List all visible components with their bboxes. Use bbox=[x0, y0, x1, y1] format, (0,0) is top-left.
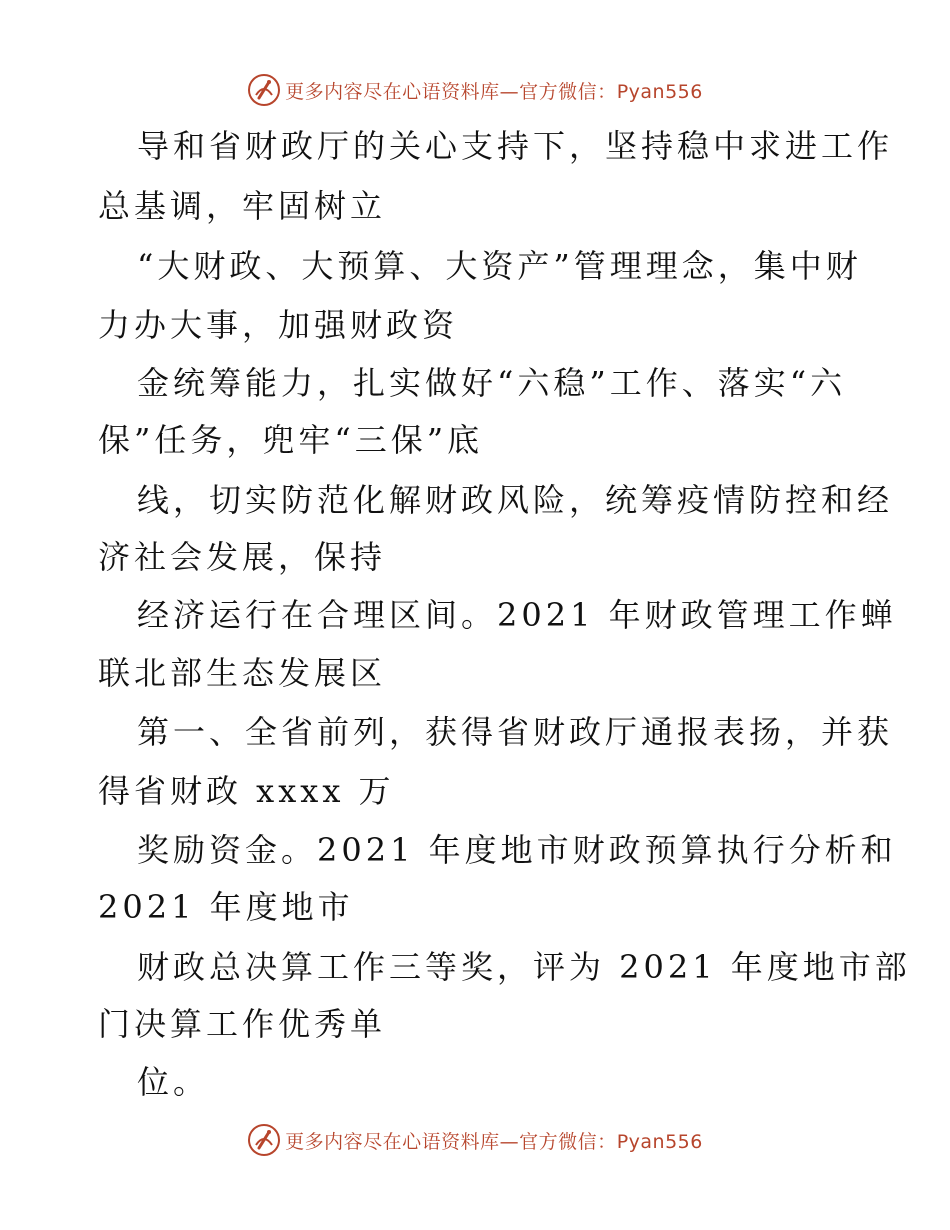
body-line: 2021 年度地市 bbox=[98, 888, 354, 926]
header-banner bbox=[0, 70, 950, 110]
body-line: 门决算工作优秀单 bbox=[98, 1005, 387, 1043]
body-line: 金统筹能力，扎实做好“六稳”工作、落实“六 bbox=[137, 364, 847, 402]
body-line: 经济运行在合理区间。2021 年财政管理工作蝉 bbox=[137, 596, 897, 634]
header-contact-id: Pyan556 bbox=[616, 80, 703, 103]
footer-site-text: 更多内容尽在心语资料库 bbox=[285, 1130, 500, 1153]
footer-banner bbox=[0, 1120, 950, 1160]
footer-contact-label: 官方微信： bbox=[519, 1130, 617, 1153]
header-text bbox=[285, 77, 703, 104]
body-line: 保”任务，兜牢“三保”底 bbox=[98, 421, 484, 459]
header-site-text: 更多内容尽在心语资料库 bbox=[285, 80, 500, 103]
pen-book-icon bbox=[247, 73, 281, 107]
body-line: 奖励资金。2021 年度地市财政预算执行分析和 bbox=[137, 831, 897, 869]
body-line: 力办大事，加强财政资 bbox=[98, 306, 459, 344]
body-line: 联北部生态发展区 bbox=[98, 654, 387, 692]
body-line: 第一、全省前列，获得省财政厅通报表扬，并获 bbox=[137, 713, 894, 751]
footer-contact-id: Pyan556 bbox=[616, 1130, 703, 1153]
header-separator: — bbox=[499, 80, 520, 103]
body-line: 济社会发展，保持 bbox=[98, 538, 387, 576]
body-line: 导和省财政厅的关心支持下，坚持稳中求进工作 bbox=[137, 127, 894, 165]
body-line: 财政总决算工作三等奖，评为 2021 年度地市部 bbox=[137, 948, 911, 986]
body-line: 得省财政 xxxx 万 bbox=[98, 772, 395, 810]
header-contact-label: 官方微信： bbox=[519, 80, 617, 103]
body-line: 线，切实防范化解财政风险，统筹疫情防控和经 bbox=[137, 481, 894, 519]
body-line: 位。 bbox=[137, 1063, 210, 1101]
footer-separator: — bbox=[499, 1130, 520, 1153]
pen-book-icon bbox=[247, 1123, 281, 1157]
body-line: 总基调，牢固树立 bbox=[98, 187, 387, 225]
body-line: “大财政、大预算、大资产”管理理念，集中财 bbox=[137, 247, 862, 285]
footer-text bbox=[285, 1127, 703, 1154]
